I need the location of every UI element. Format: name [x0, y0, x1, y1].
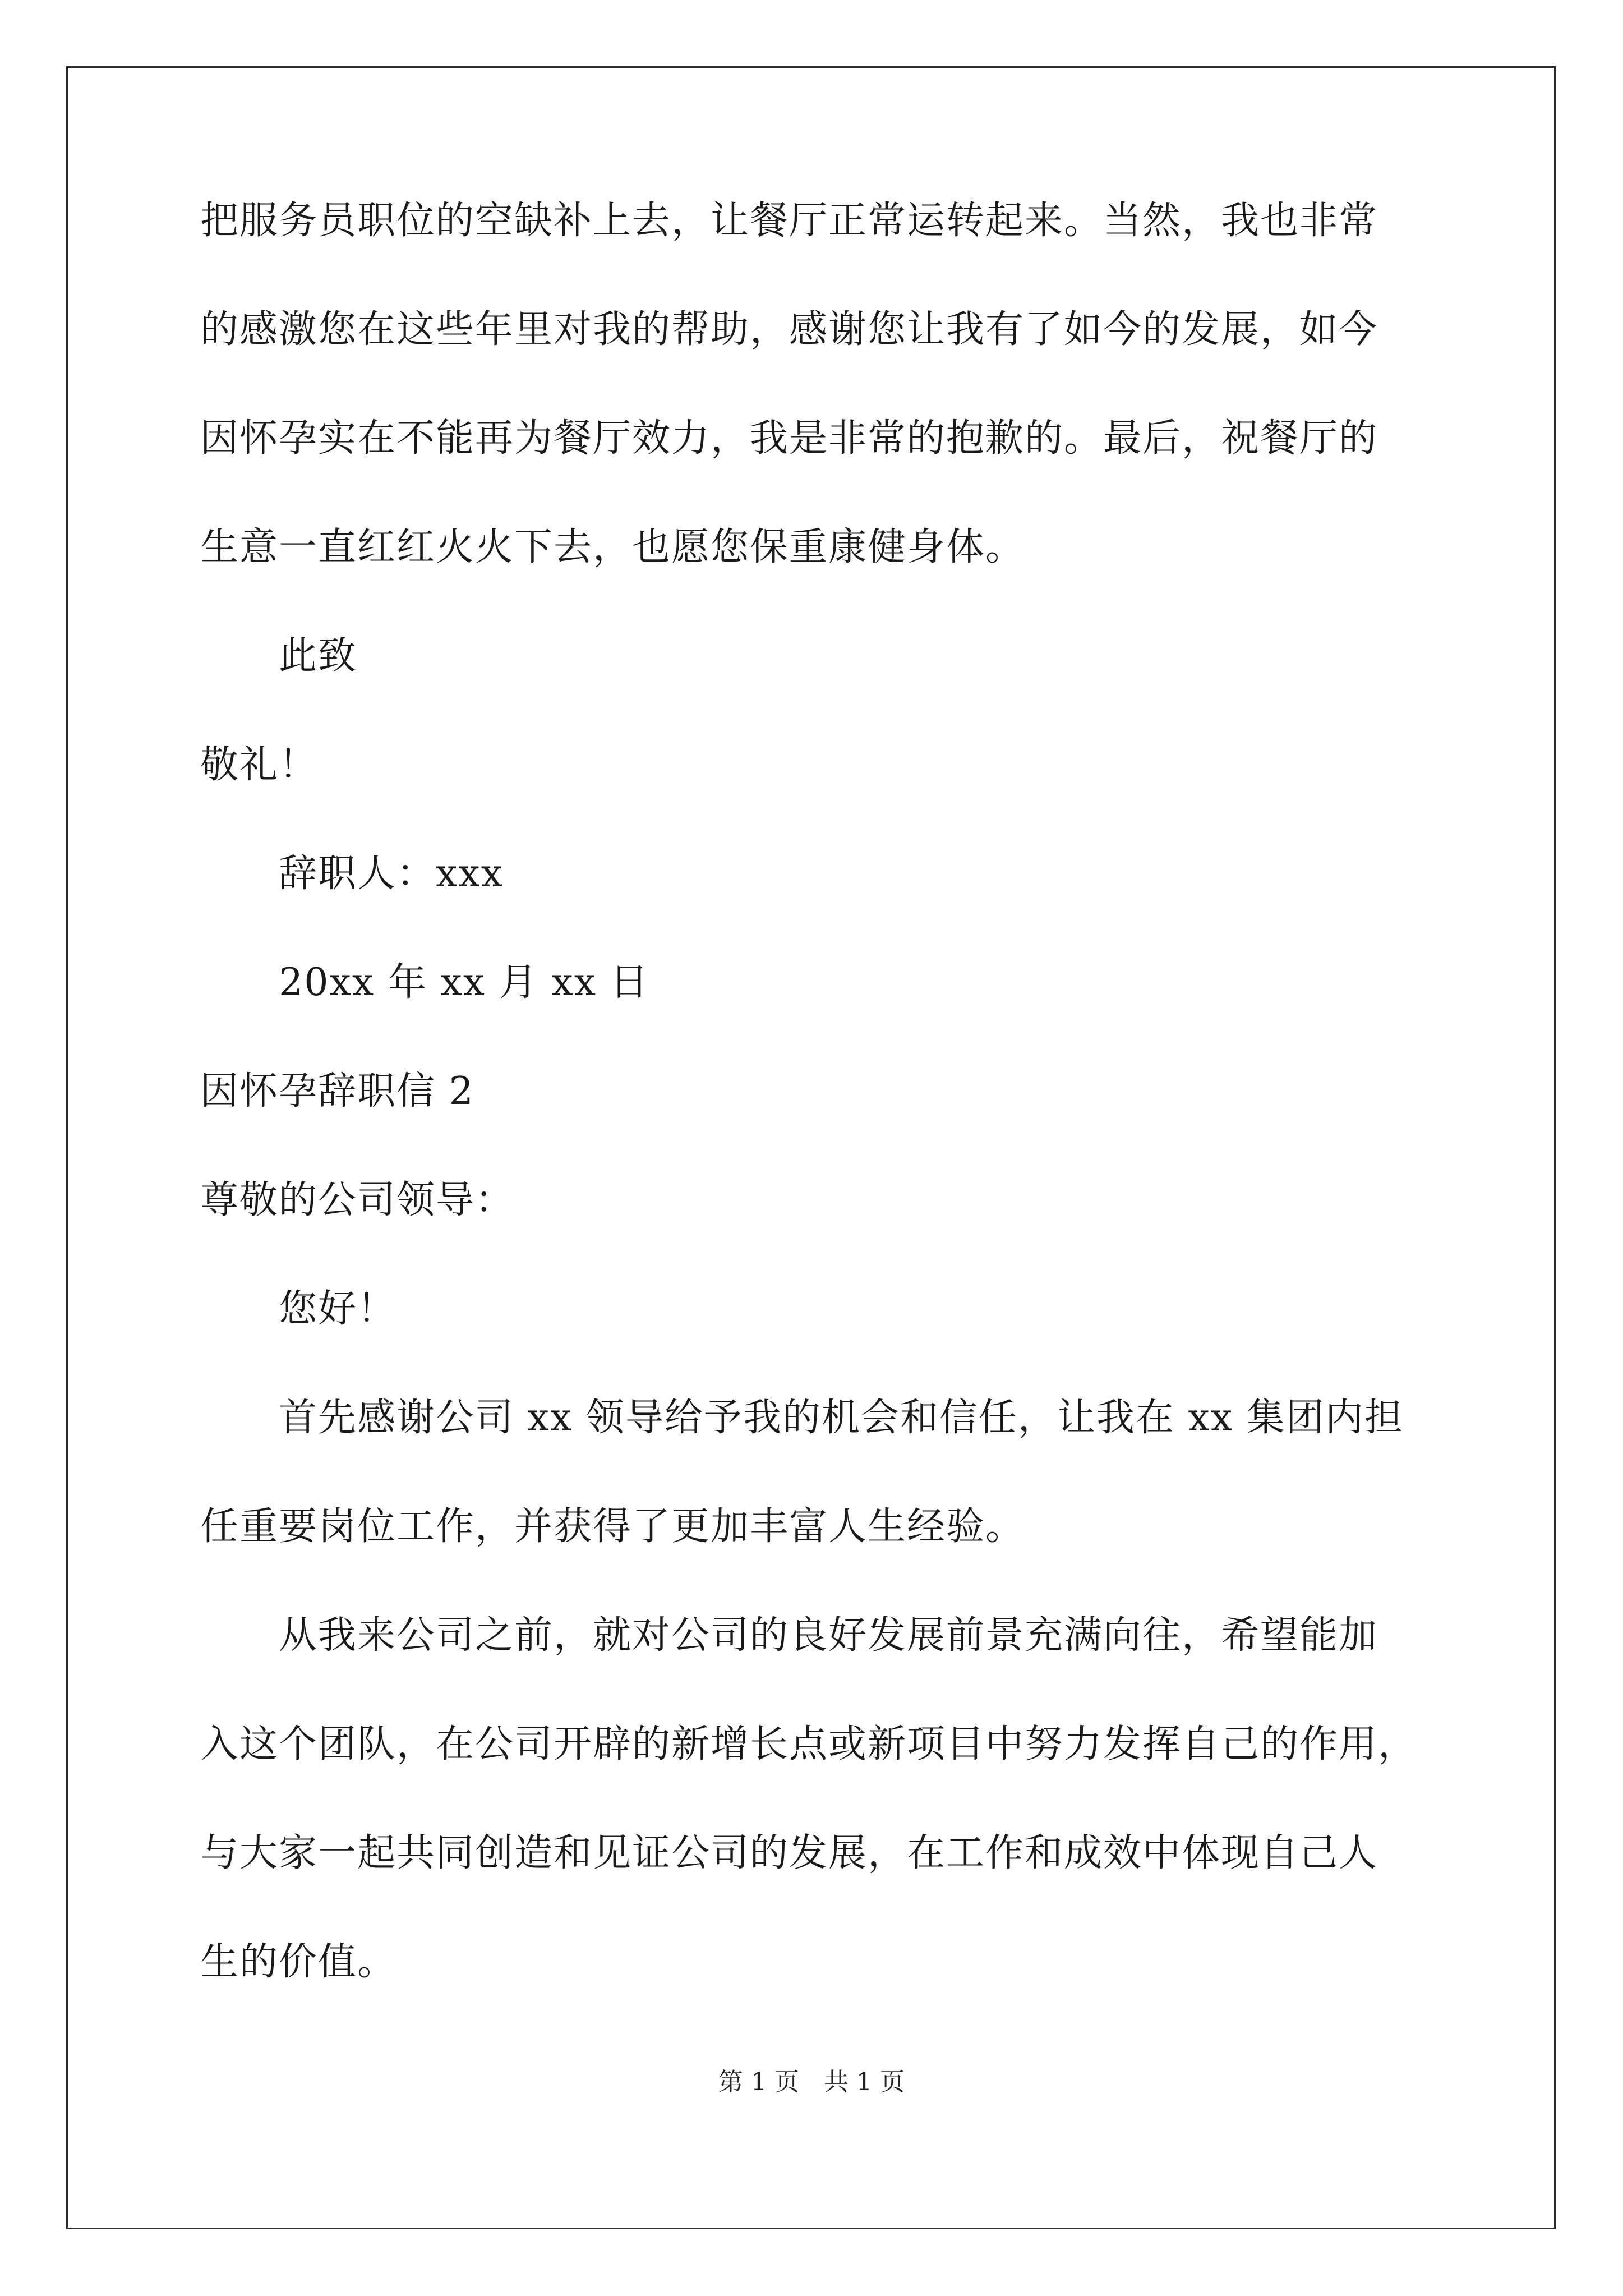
text-line: 生的价值。 [200, 1940, 397, 1984]
document-body [200, 199, 1468, 2052]
text-line: 生意一直红红火火下去，也愿您保重康健身体。 [200, 525, 1025, 569]
date-line: 20xx 年 xx 月 xx 日 [279, 960, 649, 1005]
text-line: 入这个团队，在公司开辟的新增长点或新项目中努力发挥自己的作用， [200, 1722, 1418, 1766]
text-line: 与大家一起共同创造和见证公司的发展，在工作和成效中体现自己人 [200, 1831, 1378, 1875]
text-line: 因怀孕实在不能再为餐厅效力，我是非常的抱歉的。最后，祝餐厅的 [200, 416, 1378, 461]
letter-addressee: 尊敬的公司领导： [200, 1178, 515, 1222]
text-line: 任重要岗位工作，并获得了更加丰富人生经验。 [200, 1504, 1025, 1549]
closing-phrase: 此致 [279, 634, 358, 678]
text-line: 把服务员职位的空缺补上去，让餐厅正常运转起来。当然，我也非常 [200, 199, 1378, 243]
text-line: 首先感谢公司 xx 领导给予我的机会和信任，让我在 xx 集团内担 [279, 1396, 1404, 1440]
text-line: 从我来公司之前，就对公司的良好发展前景充满向往，希望能加 [279, 1613, 1378, 1658]
text-line: 的感激您在这些年里对我的帮助，感谢您让我有了如今的发展，如今 [200, 307, 1378, 352]
page-number-footer: 第 1 页 共 1 页 [718, 2068, 905, 2096]
signer-line: 辞职人：xxx [279, 852, 504, 896]
letter-heading: 因怀孕辞职信 2 [200, 1069, 474, 1114]
salutation: 敬礼！ [200, 743, 319, 787]
greeting: 您好！ [279, 1287, 397, 1331]
